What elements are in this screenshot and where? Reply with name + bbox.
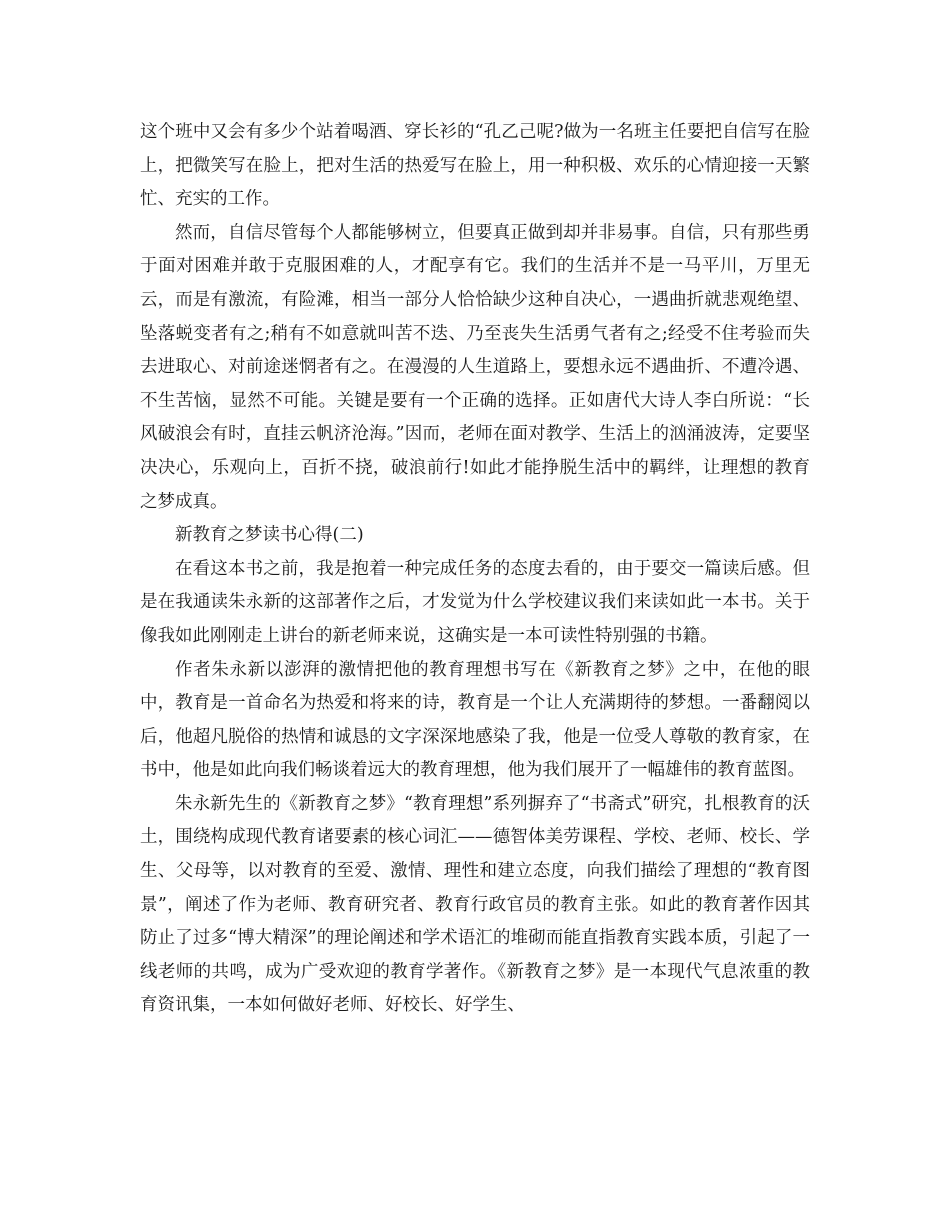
paragraph-intro: 在看这本书之前，我是抱着一种完成任务的态度去看的，由于要交一篇读后感。但是在我通读朱永新的这部著作之后，才发觉为什么学校建议我们来读如此一本书。关于像我如此刚刚走上讲台的新老师来说，这确实是一本可读性特别强的书籍。 [140, 558, 810, 646]
paragraph-author: 作者朱永新以澎湃的激情把他的教育理想书写在《新教育之梦》之中，在他的眼中，教育是一首命名为热爱和将来的诗，教育是一个让人充满期待的梦想。一番翻阅以后，他超凡脱俗的热情和诚恳的文字深深地感染了我，他是一位受人尊敬的教育家，在书中，他是如此向我们畅谈着远大的教育理想，他为我们展开了一幅雄伟的教育蓝图。 [140, 659, 810, 781]
paragraph-continuation: 这个班中又会有多少个站着喝酒、穿长衫的“孔乙己呢?做为一名班主任要把自信写在脸上，把微笑写在脸上，把对生活的热爱写在脸上，用一种积极、欢乐的心情迎接一天繁忙、充实的工作。 [140, 122, 810, 210]
document-body [140, 116, 810, 1023]
section-heading: 新教育之梦读书心得(二) [175, 525, 364, 546]
paragraph-confidence: 然而，自信尽管每个人都能够树立，但要真正做到却并非易事。自信，只有那些勇于面对困难并敢于克服困难的人，才配享有它。我们的生活并不是一马平川，万里无云，而是有激流，有险滩，相当一部分人恰恰缺少这种自决心，一遇曲折就悲观绝望、坠落蜕变者有之;稍有不如意就叫苦不迭、乃至丧失生活勇气者有之;经受不住考验而失去进取心、对前途迷惘者有之。在漫漫的人生道路上，要想永远不遇曲折、不遭冷遇、不生苦恼，显然不可能。关键是要有一个正确的选择。正如唐代大诗人李白所说：“长风破浪会有时，直挂云帆济沧海。”因而，老师在面对教学、生活上的汹涌波涛，定要坚决决心，乐观向上，百折不挠，破浪前行!如此才能挣脱生活中的羁绊，让理想的教育之梦成真。 [140, 222, 810, 512]
paragraph-book-review: 朱永新先生的《新教育之梦》“教育理想”系列摒弃了“书斋式”研究，扎根教育的沃土，围绕构成现代教育诸要素的核心词汇——德智体美劳课程、学校、老师、校长、学生、父母等，以对教育的至爱、激情、理性和建立态度，向我们描绘了理想的“教育图景”，阐述了作为老师、教育研究者、教育行政官员的教育主张。如此的教育著作因其防止了过多“博大精深”的理论阐述和学术语汇的堆砌而能直指教育实践本质，引起了一线老师的共鸣，成为广受欢迎的教育学著作。《新教育之梦》是一本现代气息浓重的教育资讯集，一本如何做好老师、好校长、好学生、 [140, 793, 810, 1016]
